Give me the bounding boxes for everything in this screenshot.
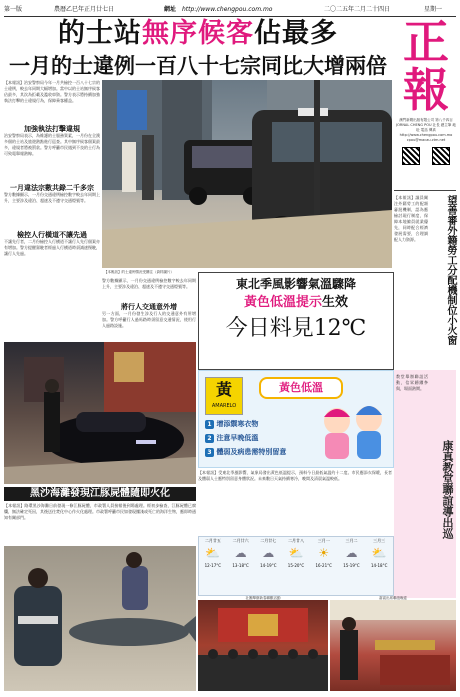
right-headline: 望善審外籍勞工分配機制位小火窗: [445, 195, 456, 345]
tip-number-3-icon: 3: [205, 448, 214, 457]
lead-sub1: 加強執法打擊違規: [24, 124, 80, 133]
lead-body4: 不讓先行者，二月份檢控人行橫道不讓行人先行個案亦有增加。警方提醒駕駛者經過人行橫道時須減速慢駛，讓行人先過。: [4, 239, 100, 256]
mid-article: [102, 278, 196, 348]
event-photo-right: [330, 600, 456, 691]
low-temp-signal-graphic: [198, 370, 394, 468]
weather-header-box: [198, 272, 394, 370]
weather-subtitle-black: 生效: [322, 295, 349, 310]
mid-article-sub: 將行人交通意外增: [121, 302, 177, 311]
weather-tips: [205, 417, 315, 459]
lead-sub2: 一月違法宗數共錄二千多宗: [10, 183, 94, 192]
tip-number-2-icon: 2: [205, 434, 214, 443]
lead-body3: 警方數據顯示，一月份交通違例檢控數字較去年同期上升，主要涉及違泊、超速及不遵守交通燈號等。: [4, 192, 100, 203]
signal-label: 黃: [215, 380, 232, 399]
weather-title: 東北季風影響氣溫驟降: [235, 277, 356, 291]
accident-photo: [4, 342, 196, 484]
whale-banner: 黑沙海灘發現江豚屍體隨即火化: [4, 487, 196, 501]
logo-top-char: 正: [403, 15, 449, 69]
qr-code-left[interactable]: [402, 147, 420, 165]
yellow-signal-icon: [205, 377, 243, 415]
tip-number-1-icon: 1: [205, 420, 214, 429]
website-label: 網址: [164, 6, 177, 13]
website-link[interactable]: http://www.chengpou.com.mo: [182, 6, 273, 13]
lead-body: 【本報訊】治安警察局今年一月共檢控一百八十七宗的士違例，較去年同期大幅增加。當中以的士站無序候客佔最多，其次為拒載及濫收車資。警方表示將持續加強執法打擊的士違規行為，保障乘客權益。: [4, 80, 100, 103]
weather-forecast: 今日料見12℃: [225, 316, 367, 341]
masthead-url[interactable]: http://www.chengpou.com.mo: [399, 133, 453, 137]
weather-body: 【本報訊】受東北季風影響，氣象局發出黃色低溫提示，預料今日最低氣溫約十二度。市民應添衣保暖，長者及體弱人士應特別留意身體狀況。未來數日天氣持續寒冷，晚間及清晨氣溫較低。: [198, 470, 392, 481]
header-strip: [4, 4, 456, 17]
sun-icon: ☀: [318, 546, 330, 560]
logo-bottom-char: 報: [403, 63, 449, 117]
cloud-icon: ☁: [345, 546, 358, 560]
weekday: 星期一: [424, 6, 443, 13]
whale-photo: [4, 546, 196, 691]
forecast-day-4: 二月廿八 ⛅ 15-20°C: [282, 537, 310, 595]
forecast-strip: [198, 536, 394, 596]
lead-body2: 治安警察局表示，為維護的士服務質素，一月份在全澳多個的士站及旅遊熱點進行巡查。其中無序候客個案最多，違規者將被罰款。警方呼籲市民遇到不良的士行為可致電舉報熱線。: [4, 133, 100, 156]
headline-part-a: 的士站: [58, 18, 142, 49]
forecast-day-7: 三月三 ⛅ 14-18°C: [365, 537, 393, 595]
event-photo-center: [198, 600, 328, 691]
mid-body-top: 警方數據顯示，一月份交通違例檢控數字較去年同期上升，主要涉及違泊、超速及不遵守交通燈號等。: [102, 278, 196, 289]
forecast-day-3: 二月廿七 ☁ 14-19°C: [254, 537, 282, 595]
right-photo-caption: 嘉賓出席聯誼晚宴: [379, 596, 407, 600]
masthead-info: 澳門新聞出版有限公司 第八千四百 JORNAL CHENG POU 社長 總主筆 地址 電話 傳真: [396, 118, 456, 132]
forecast-day-5: 三月一 ☀ 16-21°C: [310, 537, 338, 595]
forecast-day-1: 二月廿五 ⛅ 12-17°C: [199, 537, 227, 595]
mid-article-body: 另一方面，一月份發生涉及行人的交通意外有所增加。警方呼籲行人過馬路時須留意交通情況，使用行人過路設施。: [102, 311, 196, 328]
children-illustration-icon: [317, 399, 389, 463]
right-headline2: 康真教堂聯誼導出巡: [441, 440, 454, 539]
partly-cloudy-icon: ⛅: [288, 546, 304, 560]
signal-name: 黃色低溫: [259, 377, 343, 399]
forecast-day-6: 三月二 ☁ 15-19°C: [338, 537, 366, 595]
headline-part-red: 無序候客: [142, 18, 254, 49]
weather-tip-2: 2 注意早晚低溫: [205, 431, 315, 445]
qr-code-right[interactable]: [432, 147, 450, 165]
lead-sub3: 檢控人行橫道不讓先過: [17, 230, 87, 239]
event-photo-caption: 社團舉辦新春聯歡活動: [245, 596, 281, 600]
right-column-pink-article: [394, 370, 456, 598]
gregorian-date: 二〇二五年二月二十四日: [324, 6, 391, 13]
partly-cloudy-icon: ⛅: [371, 546, 387, 560]
taxi-street-photo: [102, 80, 392, 268]
weather-tip-3: 3 體弱及病患需特別留意: [205, 445, 315, 459]
partly-cloudy-icon: ⛅: [205, 546, 221, 560]
weather-subtitle-red: 黃色低溫提示: [243, 295, 322, 310]
signal-amarelo: AMARELO: [211, 403, 237, 409]
right-body: 【本報訊】議員關注外籍勞工的配額審批機制，認為應檢討現行制度，保障本地僱員就業優先，同時配合經濟發展需要，合理調配人力資源。: [394, 195, 428, 242]
lead-article: [4, 80, 100, 340]
lunar-date: 農曆乙巳年正月廿七日: [54, 6, 115, 13]
cloud-icon: ☁: [234, 546, 247, 560]
sub-headline: 一月的士違例一百八十七宗同比大增兩倍: [9, 53, 387, 78]
right-column-article: [394, 190, 456, 367]
masthead: [396, 15, 456, 186]
main-headline: [4, 18, 392, 50]
cloud-icon: ☁: [262, 546, 275, 560]
photo1-caption: 【本報訊】的士違例情況受關注（資料圖片）: [104, 270, 174, 274]
page-number: 第一版: [4, 6, 23, 13]
forecast-day-2: 二月廿六 ☁ 13-18°C: [227, 537, 255, 595]
headline-part-b: 佔最多: [254, 18, 338, 49]
whale-body: 【本報訊】路環黑沙海灘日前發現一條江豚屍體，市政署人員接報後到場處理。經初步檢查，江豚屍體已腐爛，無法確定死因，其後送往焚化中心作火化處理。市政署呼籲市民如發現擱淺或死亡的海洋生物，應即時通知有關部門。: [4, 503, 196, 520]
masthead-email[interactable]: cpou@macau.ctm.net: [406, 138, 446, 142]
weather-subtitle: [199, 293, 393, 313]
right-body2: 教堂舉辦聯誼活動，信眾踴躍參與，場面熱鬧。: [396, 374, 428, 391]
weather-tip-1: 1 增添禦寒衣物: [205, 417, 315, 431]
